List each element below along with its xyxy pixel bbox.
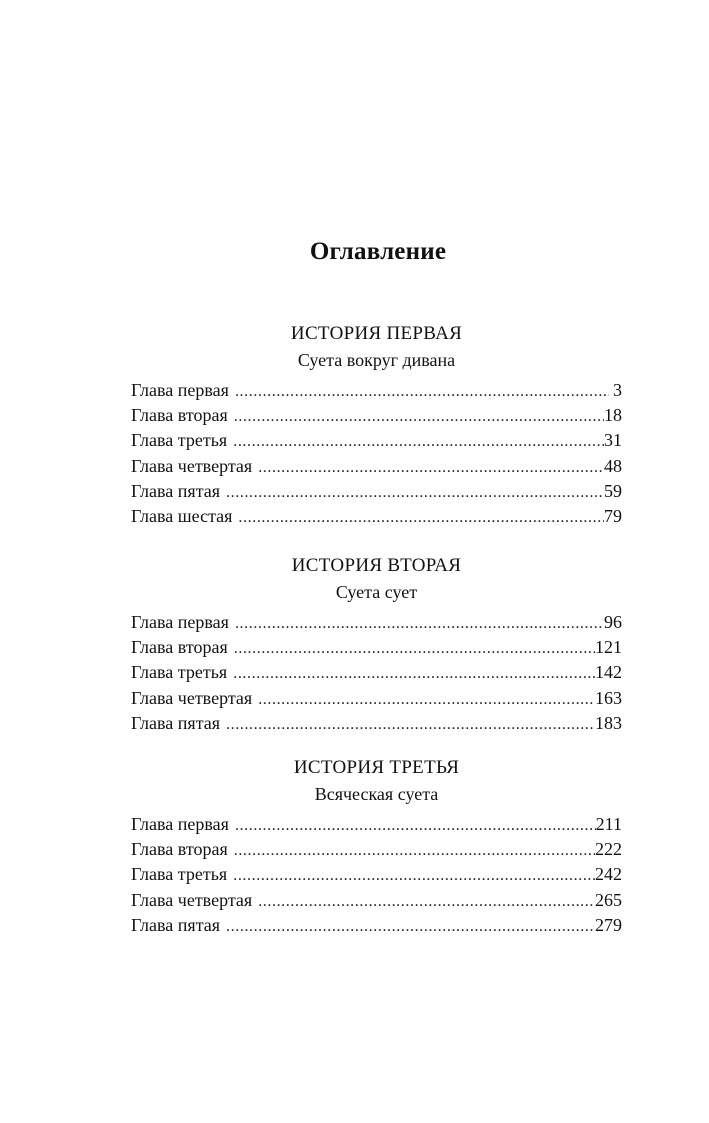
toc-entry-page: 183	[595, 712, 622, 733]
toc-entry[interactable]	[131, 378, 622, 403]
dot-leader	[226, 914, 595, 938]
section-subtitle: Суета сует	[335, 582, 418, 602]
toc-entry-page: 59	[604, 480, 622, 501]
toc-entry[interactable]	[131, 428, 622, 453]
dot-leader	[234, 838, 595, 862]
toc-entry[interactable]	[131, 913, 622, 938]
toc-section-1	[131, 321, 622, 529]
section-heading: ИСТОРИЯ ПЕРВАЯ	[290, 323, 463, 344]
dot-leader	[234, 636, 595, 660]
toc-section-3	[131, 755, 622, 938]
toc-entry[interactable]	[131, 454, 622, 479]
toc-entry-label: Глава вторая	[131, 637, 228, 658]
toc-entry-page: 48	[604, 455, 622, 476]
toc-entry[interactable]	[131, 635, 622, 660]
toc-entry-label: Глава первая	[131, 380, 229, 400]
section-subtitle: Всяческая суета	[314, 784, 439, 804]
toc-entry-label: Глава пятая	[131, 712, 221, 733]
toc-entry-label: Глава третья	[131, 864, 228, 885]
dot-leader	[235, 379, 609, 403]
dot-leader	[226, 712, 595, 736]
toc-entry-label: Глава вторая	[131, 405, 228, 426]
toc-entry-label: Глава третья	[131, 430, 228, 451]
toc-entry[interactable]	[131, 660, 622, 685]
toc-entry-label: Глава шестая	[131, 505, 233, 526]
section-subtitle: Суета вокруг дивана	[297, 350, 456, 370]
toc-entry[interactable]	[131, 504, 622, 529]
toc-section-2	[131, 553, 622, 736]
dot-leader	[258, 889, 595, 913]
dot-leader	[233, 863, 595, 887]
toc-entry-page: 3	[613, 380, 622, 400]
toc-entry-page: 279	[595, 914, 622, 935]
toc-entry-page: 265	[595, 889, 622, 910]
toc-entry-label: Глава вторая	[131, 839, 228, 860]
toc-entry-label: Глава четвертая	[131, 687, 253, 708]
toc-entry-page: 222	[595, 839, 622, 860]
toc-entry[interactable]	[131, 403, 622, 428]
toc-entry-label: Глава первая	[131, 814, 229, 834]
toc-entry-label: Глава четвертая	[131, 889, 253, 910]
dot-leader	[234, 404, 604, 428]
toc-entry[interactable]	[131, 711, 622, 736]
toc-entry[interactable]	[131, 837, 622, 862]
dot-leader	[238, 505, 604, 529]
toc-entry[interactable]	[131, 862, 622, 887]
toc-entry-page: 211	[595, 814, 622, 834]
section-heading: ИСТОРИЯ ВТОРАЯ	[291, 555, 462, 576]
toc-entry[interactable]	[131, 888, 622, 913]
toc-entry-page: 121	[595, 637, 622, 658]
toc-entry-label: Глава первая	[131, 612, 229, 632]
toc-entry[interactable]	[131, 610, 622, 635]
dot-leader	[235, 611, 604, 635]
section-heading: ИСТОРИЯ ТРЕТЬЯ	[293, 757, 460, 778]
toc-entry-page: 163	[595, 687, 622, 708]
page-title: Оглавление	[309, 238, 447, 265]
dot-leader	[258, 455, 604, 479]
toc-entry-label: Глава пятая	[131, 480, 221, 501]
dot-leader	[226, 480, 604, 504]
dot-leader	[235, 813, 596, 837]
toc-entry[interactable]	[131, 812, 622, 837]
dot-leader	[233, 429, 604, 453]
toc-entry-label: Глава пятая	[131, 914, 221, 935]
toc-entry-page: 31	[604, 430, 622, 451]
toc-entry-page: 142	[595, 662, 622, 683]
toc-entry[interactable]	[131, 479, 622, 504]
dot-leader	[258, 687, 595, 711]
toc-entry-page: 18	[604, 405, 622, 426]
toc-entry-label: Глава третья	[131, 662, 228, 683]
toc-entry[interactable]	[131, 686, 622, 711]
dot-leader	[233, 661, 595, 685]
toc-entry-label: Глава четвертая	[131, 455, 253, 476]
toc-entry-page: 242	[595, 864, 622, 885]
toc-entry-page: 79	[604, 505, 622, 526]
toc-entry-page: 96	[604, 612, 622, 632]
